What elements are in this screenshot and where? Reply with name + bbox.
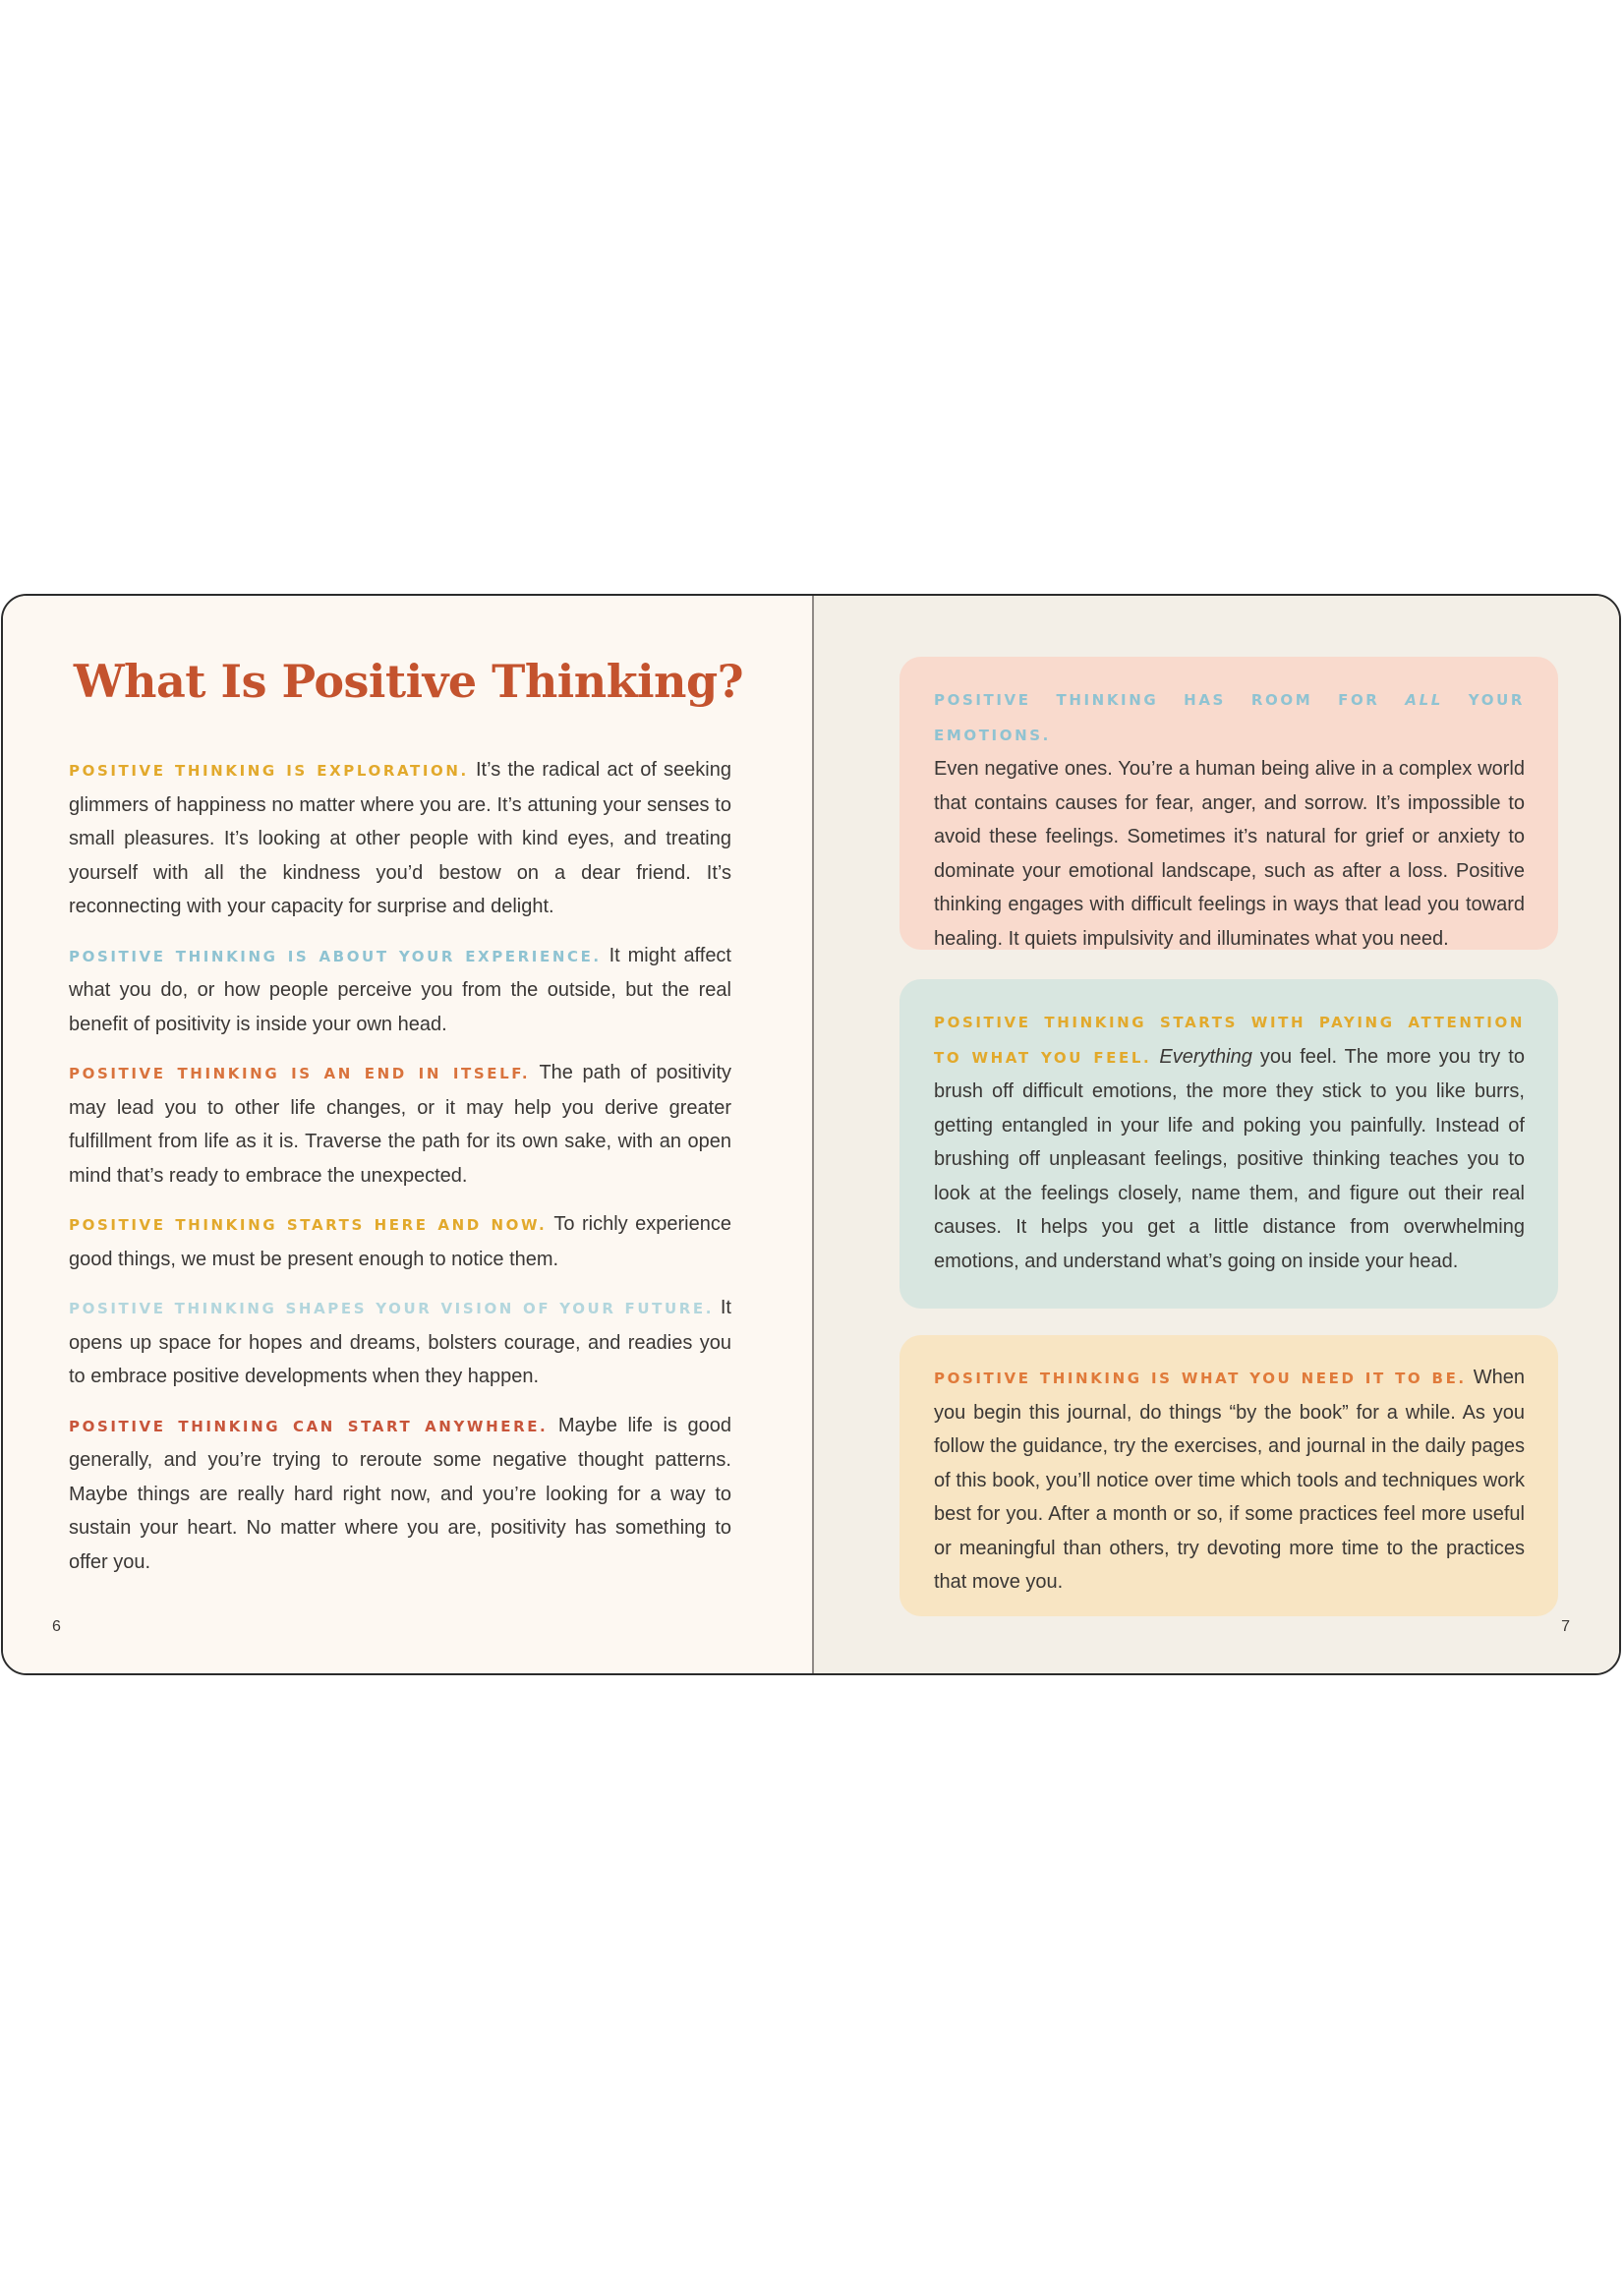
callout-lead-part: POSITIVE THINKING HAS ROOM FOR [934,691,1406,709]
callout-lead: POSITIVE THINKING STARTS WITH PAYING ATTENTION TO WHAT YOU FEEL. [934,1014,1525,1067]
callout-box-emotions [899,657,1558,950]
page-number-right: 7 [1561,1618,1570,1635]
callout-body: Even negative ones. You’re a human being alive in a complex world that contains causes for fear, anger, and sorrow. It’s impossible to avoid these feelings. Sometimes it’s natural for grief or anxiety to dominate your emotional landscape, such as after a loss. Positive thinking engages with difficult feelings in ways that lead you toward healing. It quiets impulsivity and illuminates what you need. [934,758,1525,950]
paragraph-lead: POSITIVE THINKING SHAPES YOUR VISION OF YOUR FUTURE. [69,1300,715,1317]
paragraph-lead: POSITIVE THINKING IS ABOUT YOUR EXPERIENCE. [69,947,602,965]
callout-emphasis: Everything [1159,1045,1252,1068]
paragraph-exploration [69,753,731,924]
paragraph-text: It might affect what you do, or how people perceive you from the outside, but the real benefit of positivity is inside your own head. [69,944,731,1035]
paragraph-lead: POSITIVE THINKING IS EXPLORATION. [69,762,469,780]
paragraph-end-in-itself [69,1056,731,1193]
paragraph-text: The path of positivity may lead you to other life changes, or it may help you derive greater fulfillment from life as it is. Traverse the path for its own sake, with an open mind that’s ready to embrace the unexpected. [69,1062,732,1187]
paragraph-here-and-now [69,1207,731,1276]
callout-text [934,1361,1525,1600]
callout-text [934,1005,1525,1278]
left-column [69,753,731,1594]
paragraph-anywhere [69,1409,731,1580]
left-page [3,596,814,1673]
paragraph-lead: POSITIVE THINKING STARTS HERE AND NOW. [69,1216,548,1234]
callout-body: When you begin this journal, do things “by the book” for a while. As you follow the guidance, try the exercises, and journal in the daily pages of this book, you’ll notice over time which tools and techniques work best for you. After a month or so, if some practices feel more useful or meaningful than others, try devoting more time to the practices that move you. [934,1367,1525,1593]
callout-box-what-you-need [899,1335,1558,1616]
paragraph-text: Maybe life is good generally, and you’re trying to reroute some negative thought patterns. Maybe things are really hard right now, and you’re looking for a way to sustain your heart. No matter where you are, positivity has something to offer you. [69,1414,731,1573]
paragraph-lead: POSITIVE THINKING CAN START ANYWHERE. [69,1417,549,1435]
callout-lead-emphasis: ALL [1405,691,1443,709]
callout-lead [934,691,1525,744]
paragraph-experience [69,939,731,1042]
page-title: What Is Positive Thinking? [73,655,744,708]
callout-lead: POSITIVE THINKING IS WHAT YOU NEED IT TO BE. [934,1370,1467,1387]
callout-body: you feel. The more you try to brush off difficult emotions, the more they stick to you like burrs, getting entangled in your life and poking you painfully. Instead of brushing off unpleasant feelings, positive thinking teaches you to look at the feelings closely, name them, and figure out their real causes. It helps you get a little distance from overwhelming emotions, and understand what’s going on inside your head. [934,1045,1525,1272]
paragraph-text: It’s the radical act of seeking glimmers of happiness no matter where you are. It’s attuning your senses to small pleasures. It’s looking at other people with kind eyes, and treating yourself with all the kindness you’d bestow on a dear friend. It’s reconnecting with your capacity for surprise and delight. [69,759,731,917]
book-spread [1,594,1621,1675]
paragraph-lead: POSITIVE THINKING IS AN END IN ITSELF. [69,1065,531,1082]
paragraph-text: It opens up space for hopes and dreams, bolsters courage, and readies you to embrace positive developments when they happen. [69,1297,731,1387]
callout-text [934,682,1525,956]
callout-box-attention [899,979,1558,1309]
right-page [814,596,1619,1673]
callout-lead-part: YOUR EMOTIONS. [934,691,1525,744]
page-number-left: 6 [52,1618,61,1635]
paragraph-text: To richly experience good things, we must be present enough to notice them. [69,1213,731,1270]
paragraph-vision [69,1291,731,1394]
